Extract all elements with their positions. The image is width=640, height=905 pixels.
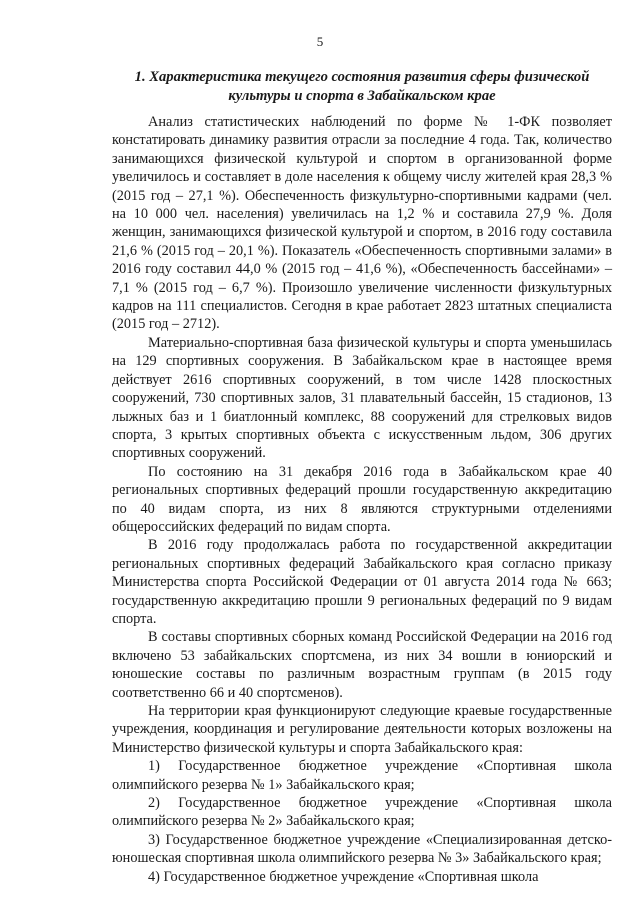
section-heading-line-1: 1. Характеристика текущего состояния развития сферы физической — [134, 69, 590, 85]
paragraph-national-teams: В составы спортивных сборных команд Российской Федерации на 2016 год включено 53 забайкальских спортсмена, из них 34 вошли в юниорский и юношеские составы по различным возрастным группам (в 2015 году соответственно 66 и 40 спортсменов). — [112, 629, 612, 701]
paragraph-accreditation: В 2016 году продолжалась работа по государственной аккредитации региональных спортивных федераций Забайкальского края согласно приказу Министерства спорта Российской Федерации от 01 августа 2014 года № 663; государственную аккредитацию прошли 9 региональных федераций по 9 видам спорта. — [112, 537, 612, 627]
list-item-institution-1: 1) Государственное бюджетное учреждение «Спортивная школа олимпийского резерва № 1» Забайкальского края; — [112, 758, 612, 793]
list-item-institution-4: 4) Государственное бюджетное учреждение «Спортивная школа — [148, 868, 539, 885]
paragraph-statistics: Анализ статистических наблюдений по форме № 1-ФК позволяет констатировать динамику развития отрасли за последние 4 года. Так, количество занимающихся физической культурой и спортом в организованной форме увеличилось и составляет в доле населения к общему числу жителей края 28,3 % (2015 год – 27,1 %). Обеспеченность физкультурно-спортивными кадрами (чел. на 10 000 чел. населения) увеличилась на 1,2 % и составила 27,9 %. Доля женщин, занимающихся физической культурой и спортом, в 2016 году составила 21,6 % (2015 год – 20,1 %). Показатель «Обеспеченность спортивными залами» в 2016 году составил 44,0 % (2015 год – 41,6 %), «Обеспеченность бассейнами» – 7,1 % (2015 год – 6,7 %). Произошло увеличение численности физкультурных кадров на 111 специалистов. Сегодня в крае работает 2823 штатных специалиста (2015 год – 2712). — [112, 114, 612, 333]
section-heading-line-2: культуры и спорта в Забайкальском крае — [228, 88, 496, 104]
page-number: 5 — [316, 34, 324, 49]
list-item-institution-2: 2) Государственное бюджетное учреждение «Спортивная школа олимпийского резерва № 2» Забайкальского края; — [112, 795, 612, 830]
paragraph-sports-facilities: Материально-спортивная база физической культуры и спорта уменьшилась на 129 спортивных сооружения. В Забайкальском крае в настоящее время действует 2616 спортивных сооружений, в том числе 1428 плоскостных сооружений, 730 спортивных залов, 31 плавательный бассейн, 15 стадионов, 13 лыжных баз и 1 биатлонный комплекс, 88 сооружений для стрелковых видов спорта, 3 крытых спортивных объекта с искусственным льдом, 306 других спортивных сооружений. — [112, 334, 612, 462]
section-heading — [112, 68, 612, 106]
body-text — [112, 113, 612, 886]
paragraph-institutions-intro: На территории края функционируют следующие краевые государственные учреждения, координация и регулирование деятельности которых возложены на Министерство физической культуры и спорта Забайкальского края: — [112, 703, 612, 756]
paragraph-federations: По состоянию на 31 декабря 2016 года в Забайкальском крае 40 региональных спортивных федераций прошли государственную аккредитацию по 40 видам спорта, из них 8 являются структурными отделениями общероссийских федераций по видам спорта. — [112, 463, 612, 535]
list-item-institution-3: 3) Государственное бюджетное учреждение «Специализированная детско-юношеская спортивная школа олимпийского резерва № 3» Забайкальского края; — [112, 831, 612, 867]
